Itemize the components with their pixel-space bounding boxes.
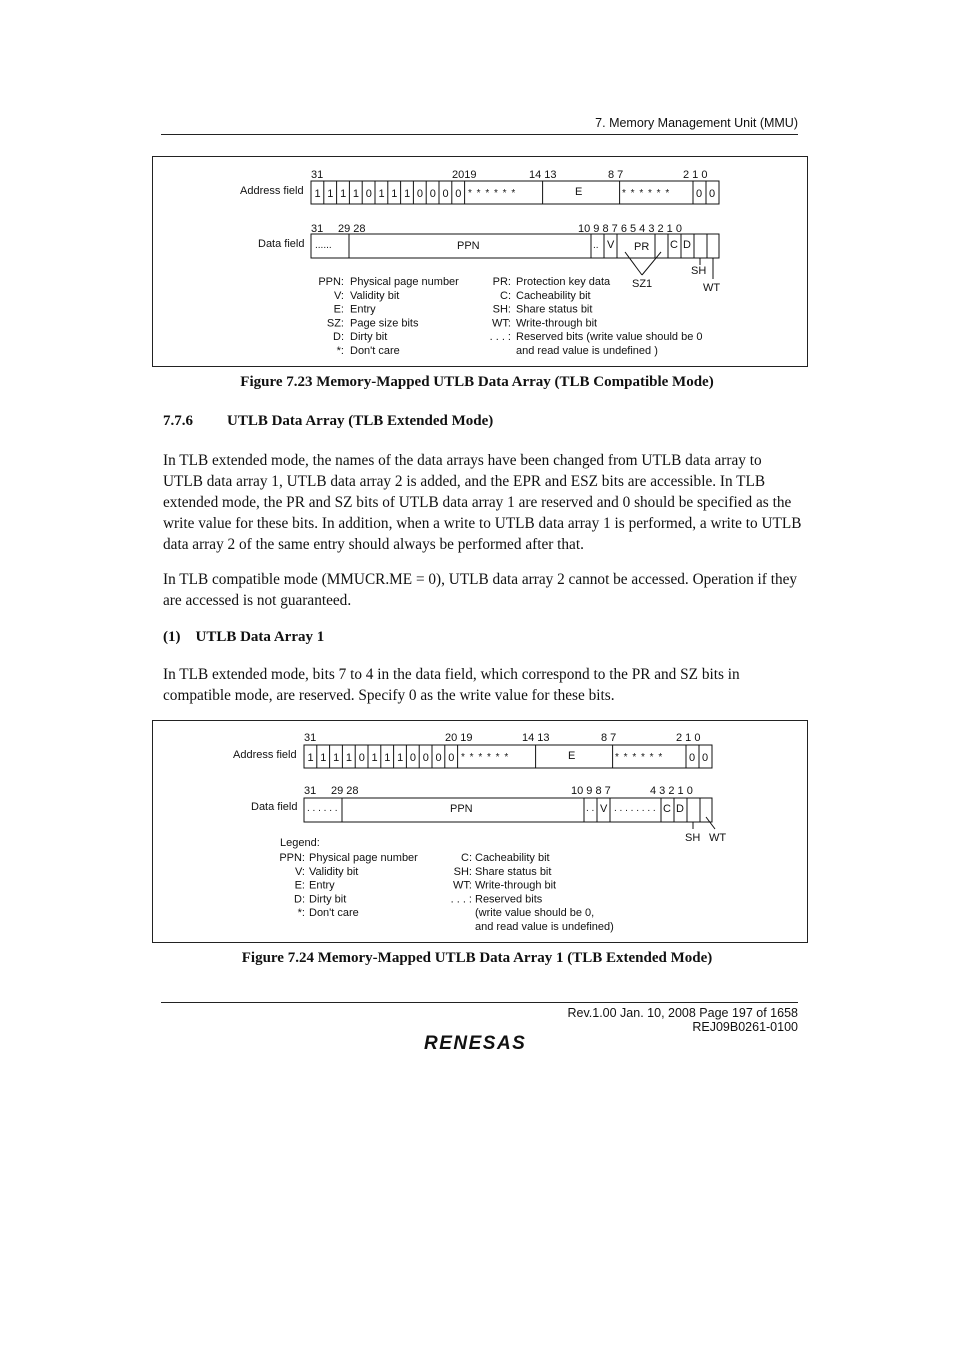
addr-bit-label: 8 7 [608, 169, 624, 181]
data-bit-label: 29 28 [331, 785, 359, 797]
footer-rule [161, 1002, 798, 1003]
legend-value: Share status bit [516, 303, 593, 316]
entry-field: E [568, 750, 576, 762]
address-bit-cell: 1 [397, 752, 404, 764]
legend-value: and read value is undefined ) [516, 345, 658, 357]
ppn-field: PPN [457, 240, 480, 252]
figure-7-23-box [152, 156, 808, 367]
wt-label: WT [709, 832, 727, 844]
legend-value: Don't care [350, 345, 400, 357]
legend-right [451, 852, 614, 933]
sz1-label: SZ1 [632, 278, 653, 290]
figure-7-24-diagram [153, 721, 807, 942]
header-rule [161, 134, 798, 135]
footer-revision: Rev.1.00 Jan. 10, 2008 Page 197 of 1658 [567, 1006, 798, 1020]
address-bit-cell: 0 [696, 188, 703, 200]
addr-bit-label: 2 1 0 [683, 169, 708, 181]
footer-doc-number: REJ09B0261-0100 [692, 1020, 798, 1034]
figure-7-24-caption: Figure 7.24 Memory-Mapped UTLB Data Array 1 (TLB Extended Mode) [241, 950, 713, 966]
address-bit-cell: 0 [358, 752, 365, 764]
legend-key: D: [294, 893, 305, 906]
entry-field: E [575, 186, 583, 198]
sh-label: SH [691, 265, 707, 277]
legend-key: . . . : [450, 893, 472, 906]
address-bit-cell: 1 [391, 188, 398, 200]
legend-key: . . . : [489, 331, 511, 344]
legend-value: Dirty bit [309, 893, 347, 906]
address-bit-cell: 0 [442, 188, 449, 200]
data-bit-label: 29 28 [338, 223, 366, 235]
legend-key: C: [500, 289, 511, 302]
legend-key: V: [295, 865, 305, 878]
reserved-bits: . . . . . . . . [614, 803, 656, 814]
legend-left [279, 852, 418, 919]
section-title: UTLB Data Array (TLB Extended Mode) [227, 413, 494, 429]
data-bit-label: 10 9 8 7 6 5 4 3 2 1 0 [578, 223, 682, 235]
legend-value: Validity bit [309, 865, 359, 878]
legend-value: Protection key data [516, 276, 611, 288]
section-number: 7.7.6 [163, 413, 193, 429]
legend-key: PPN: [318, 276, 344, 288]
legend-value: Write-through bit [516, 317, 598, 330]
legend-key: E: [333, 303, 344, 316]
dont-care-bits: * * * * * * [622, 188, 671, 199]
sub-heading: (1) UTLB Data Array 1 [163, 629, 325, 645]
paragraph-3: In TLB extended mode, bits 7 to 4 in the data field, which correspond to the PR and SZ bits in compatible mode, are reserved. Specify 0 as the write value for these bits. [163, 666, 740, 704]
legend-value: Physical page number [309, 852, 418, 864]
addr-bit-label: 8 7 [601, 732, 617, 744]
chapter-title: 7. Memory Management Unit (MMU) [595, 116, 798, 130]
dont-care-bits: * * * * * * [461, 752, 510, 763]
legend-key: E: [294, 879, 305, 892]
ppn-field: PPN [450, 803, 473, 815]
legend-value: (write value should be 0, [475, 907, 595, 920]
data-field-label: Data field [258, 238, 305, 250]
address-bit-cell: 1 [378, 188, 385, 200]
addr-bit-label: 14 13 [529, 169, 557, 181]
address-bit-cell: 0 [689, 752, 696, 764]
address-bit-cell: 0 [435, 752, 442, 764]
legend-value: and read value is undefined) [475, 921, 614, 933]
legend-key: C: [461, 852, 472, 864]
wt-label: WT [703, 282, 721, 294]
addr-bit-label: 14 13 [522, 732, 550, 744]
pr-field: PR [634, 241, 650, 253]
figure-7-23-caption: Figure 7.23 Memory-Mapped UTLB Data Array (TLB Compatible Mode) [240, 374, 714, 390]
legend-key: PPN: [279, 852, 305, 864]
paragraph-2: In TLB compatible mode (MMUCR.ME = 0), UTLB data array 2 cannot be accessed. Operation if they are accessed is not guaranteed. [163, 571, 798, 609]
address-bit-cell: 0 [709, 188, 716, 200]
section-heading [163, 413, 493, 430]
reserved-bits: . . [586, 803, 595, 814]
v-bit: V [600, 803, 608, 815]
address-bit-cell: 1 [345, 752, 353, 764]
address-bit-cell: 1 [307, 752, 314, 764]
d-bit: D [683, 239, 691, 251]
address-bit-cell: 0 [429, 188, 436, 200]
address-bit-cell: 1 [384, 752, 391, 764]
legend-key: WT: [492, 317, 511, 330]
legend-value: Dirty bit [350, 331, 388, 344]
data-field-label: Data field [251, 801, 298, 813]
paragraph-1: In TLB extended mode, the names of the data arrays have been changed from UTLB data array to UTLB data array 1, UTLB data array 2 is added, and the EPR and ESZ bits are accessible. In TLB extended mode, the PR and SZ bits of UTLB data array 1 are reserved and 0 should be specified as the write value for these bits. In addition, when a write to UTLB data array 1 is performed, a write to UTLB data array 2 of the same entry should always be performed after that. [163, 452, 802, 553]
legend-key: *: [297, 907, 305, 920]
address-bit-cell: 0 [416, 188, 424, 200]
legend-value: Physical page number [350, 276, 459, 288]
address-bit-cell: 1 [340, 188, 347, 200]
d-bit: D [676, 803, 684, 815]
address-bit-cell: 0 [448, 752, 455, 764]
legend-value: Entry [309, 879, 335, 892]
address-field-label: Address field [233, 749, 297, 761]
address-bit-cell: 1 [404, 188, 411, 200]
legend-value: Cacheability bit [516, 289, 591, 302]
data-bit-label: 10 9 8 7 [571, 785, 611, 797]
legend-key: PR: [492, 276, 511, 288]
data-bit-label: 31 [311, 223, 324, 235]
address-bit-cell: 0 [365, 188, 372, 200]
legend-key: SH: [453, 865, 472, 878]
reserved-bits: . . . . . . [307, 803, 338, 814]
c-bit: C [663, 803, 671, 815]
c-bit: C [670, 239, 678, 251]
data-bit-label: 31 [304, 785, 317, 797]
address-bit-cell: 1 [327, 188, 334, 200]
legend-value: Cacheability bit [475, 852, 550, 864]
v-bit: V [607, 239, 615, 251]
legend-title: Legend: [280, 837, 320, 849]
legend-key: SH: [492, 303, 511, 316]
addr-bit-label: 2 1 0 [676, 732, 701, 744]
dont-care-bits: * * * * * * [468, 188, 517, 199]
address-bit-cell: 0 [455, 188, 462, 200]
legend-value: Reserved bits (write value should be 0 [516, 331, 703, 344]
address-bit-cell: 1 [333, 752, 340, 764]
legend-value: Reserved bits [475, 893, 543, 906]
dont-care-bits: * * * * * * [615, 752, 664, 763]
legend-key: SZ: [326, 317, 344, 330]
legend-value: Write-through bit [475, 879, 557, 892]
figure-7-23-diagram [153, 157, 807, 366]
legend-key: WT: [453, 879, 472, 892]
footer-info [567, 1006, 798, 1034]
address-bit-cell: 0 [422, 752, 429, 764]
legend-value: Validity bit [350, 289, 400, 302]
sh-label: SH [685, 832, 701, 844]
address-bit-cell: 1 [314, 188, 321, 200]
legend-right [490, 276, 703, 357]
addr-bit-label: 2019 [452, 169, 477, 181]
renesas-logo: RENESAS [424, 1033, 527, 1054]
address-bit-cell: 1 [371, 752, 378, 764]
reserved-bits: ...... [315, 240, 332, 251]
legend-value: Don't care [309, 907, 359, 920]
legend-value: Share status bit [475, 865, 552, 878]
data-bit-label: 4 3 2 1 0 [650, 785, 693, 797]
legend-key: D: [333, 331, 344, 344]
address-bit-cell: 1 [320, 752, 327, 764]
address-bit-cell: 1 [352, 188, 360, 200]
reserved-bits: .. [593, 240, 599, 251]
legend-key: V: [334, 289, 344, 302]
addr-bit-label: 31 [304, 732, 317, 744]
address-bit-cell: 0 [702, 752, 709, 764]
address-field-label: Address field [240, 185, 304, 197]
addr-bit-label: 20 19 [445, 732, 473, 744]
addr-bit-label: 31 [311, 169, 324, 181]
figure-7-24-box [152, 720, 808, 943]
legend-left [318, 276, 459, 357]
address-bit-cell: 0 [409, 752, 417, 764]
legend-key: *: [336, 345, 344, 357]
legend-value: Page size bits [350, 317, 419, 330]
legend-value: Entry [350, 303, 376, 316]
